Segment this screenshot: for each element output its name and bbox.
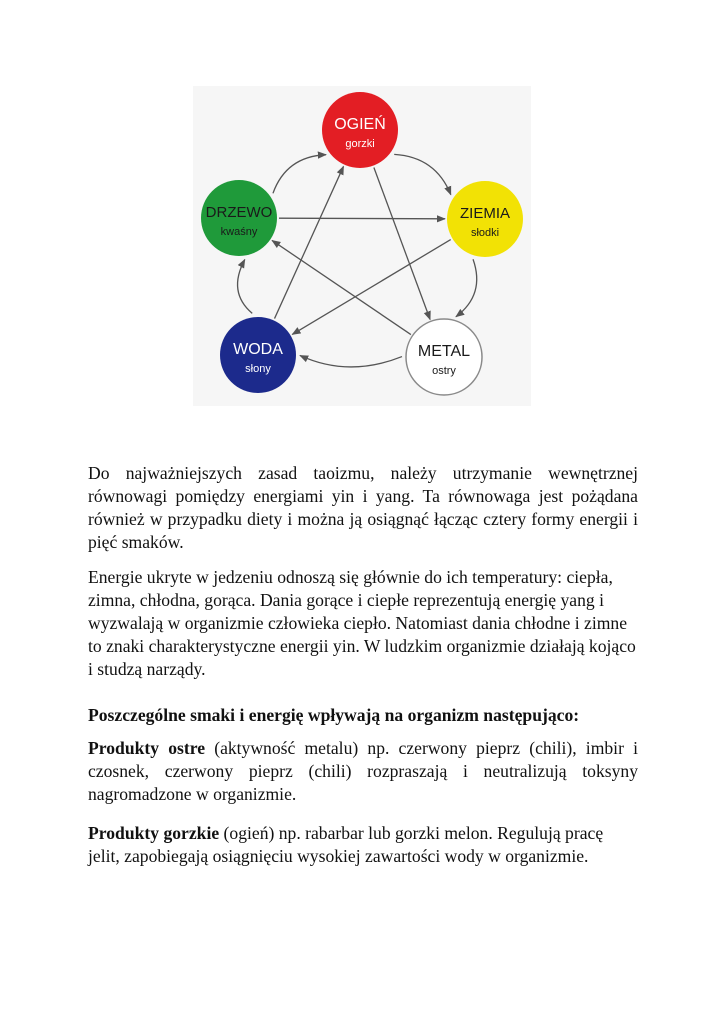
- cycle-arrow-ogien: [394, 154, 451, 194]
- element-woda: [220, 317, 296, 393]
- star-arrow-metal-drzewo: [272, 240, 411, 334]
- element-ziemia: [447, 181, 523, 257]
- paragraph-intro: Do najważniejszych zasad taoizmu, należy utrzymanie wewnętrznej równowagi pomiędzy energiami yin i yang. Ta równowaga jest pożądana również w przypadku diety i można ją osiągnąć łącząc cztery formy energii i pięć smaków.: [88, 463, 638, 552]
- spicy-description: (aktywność metalu) np. czerwony pieprz (chili), imbir i czosnek, czerwony pieprz (chili) rozpraszają i neutralizują toksyny nagromadzone w organizmie.: [88, 738, 638, 804]
- circles-layer: [201, 92, 523, 395]
- element-drzewo-name: DRZEWO: [205, 204, 273, 221]
- spicy-term: Produkty ostre: [88, 738, 206, 758]
- element-ziemia-name: ZIEMIA: [459, 205, 511, 222]
- bitter-description: (ogień) np. rabarbar lub gorzki melon. Regulują pracę jelit, zapobiegają osiągnięciu wysokiej zawartości wody w organizmie.: [88, 823, 604, 866]
- element-woda-taste: słony: [245, 363, 271, 375]
- paragraph-bitter: [88, 822, 638, 868]
- bitter-term: Produkty gorzkie: [88, 823, 220, 843]
- star-arrow-drzewo-ziemia: [279, 218, 445, 219]
- cycle-arrow-metal: [300, 355, 402, 366]
- element-woda-name: WODA: [233, 341, 283, 358]
- element-metal-name: METAL: [417, 343, 471, 360]
- cycle-arrow-woda: [238, 260, 253, 314]
- element-ogien-name: OGIEŃ: [334, 116, 386, 133]
- five-elements-diagram: [193, 86, 531, 406]
- element-drzewo-taste: kwaśny: [220, 226, 258, 238]
- section-heading: Poszczególne smaki i energię wpływają na organizm następująco:: [88, 705, 580, 725]
- element-drzewo: [201, 180, 277, 256]
- star-arrow-ogien-metal: [374, 168, 430, 320]
- cycle-arrow-drzewo: [273, 155, 326, 194]
- star-arrow-woda-ogien: [275, 166, 344, 318]
- element-ogien: [322, 92, 398, 168]
- paragraph-energies: Energie ukryte w jedzeniu odnoszą się głównie do ich temperatury: ciepła, zimna, chłodna, gorąca. Dania gorące i ciepłe reprezentują energię yang i wyzwalają w organizmie człowieka ciepło. Natomiast dania chłodne i zimne to znaki charakterystyczne energii yin. W ludzkim organizmie działają kojąco i studzą narządy.: [88, 567, 636, 679]
- paragraph-spicy: [88, 737, 638, 806]
- cycle-arrow-ziemia: [456, 259, 477, 316]
- star-arrow-ziemia-woda: [292, 240, 450, 335]
- element-metal-taste: ostry: [432, 365, 456, 377]
- element-ziemia-taste: słodki: [470, 227, 500, 239]
- element-metal: [406, 319, 482, 395]
- element-ogien-taste: gorzki: [345, 138, 375, 150]
